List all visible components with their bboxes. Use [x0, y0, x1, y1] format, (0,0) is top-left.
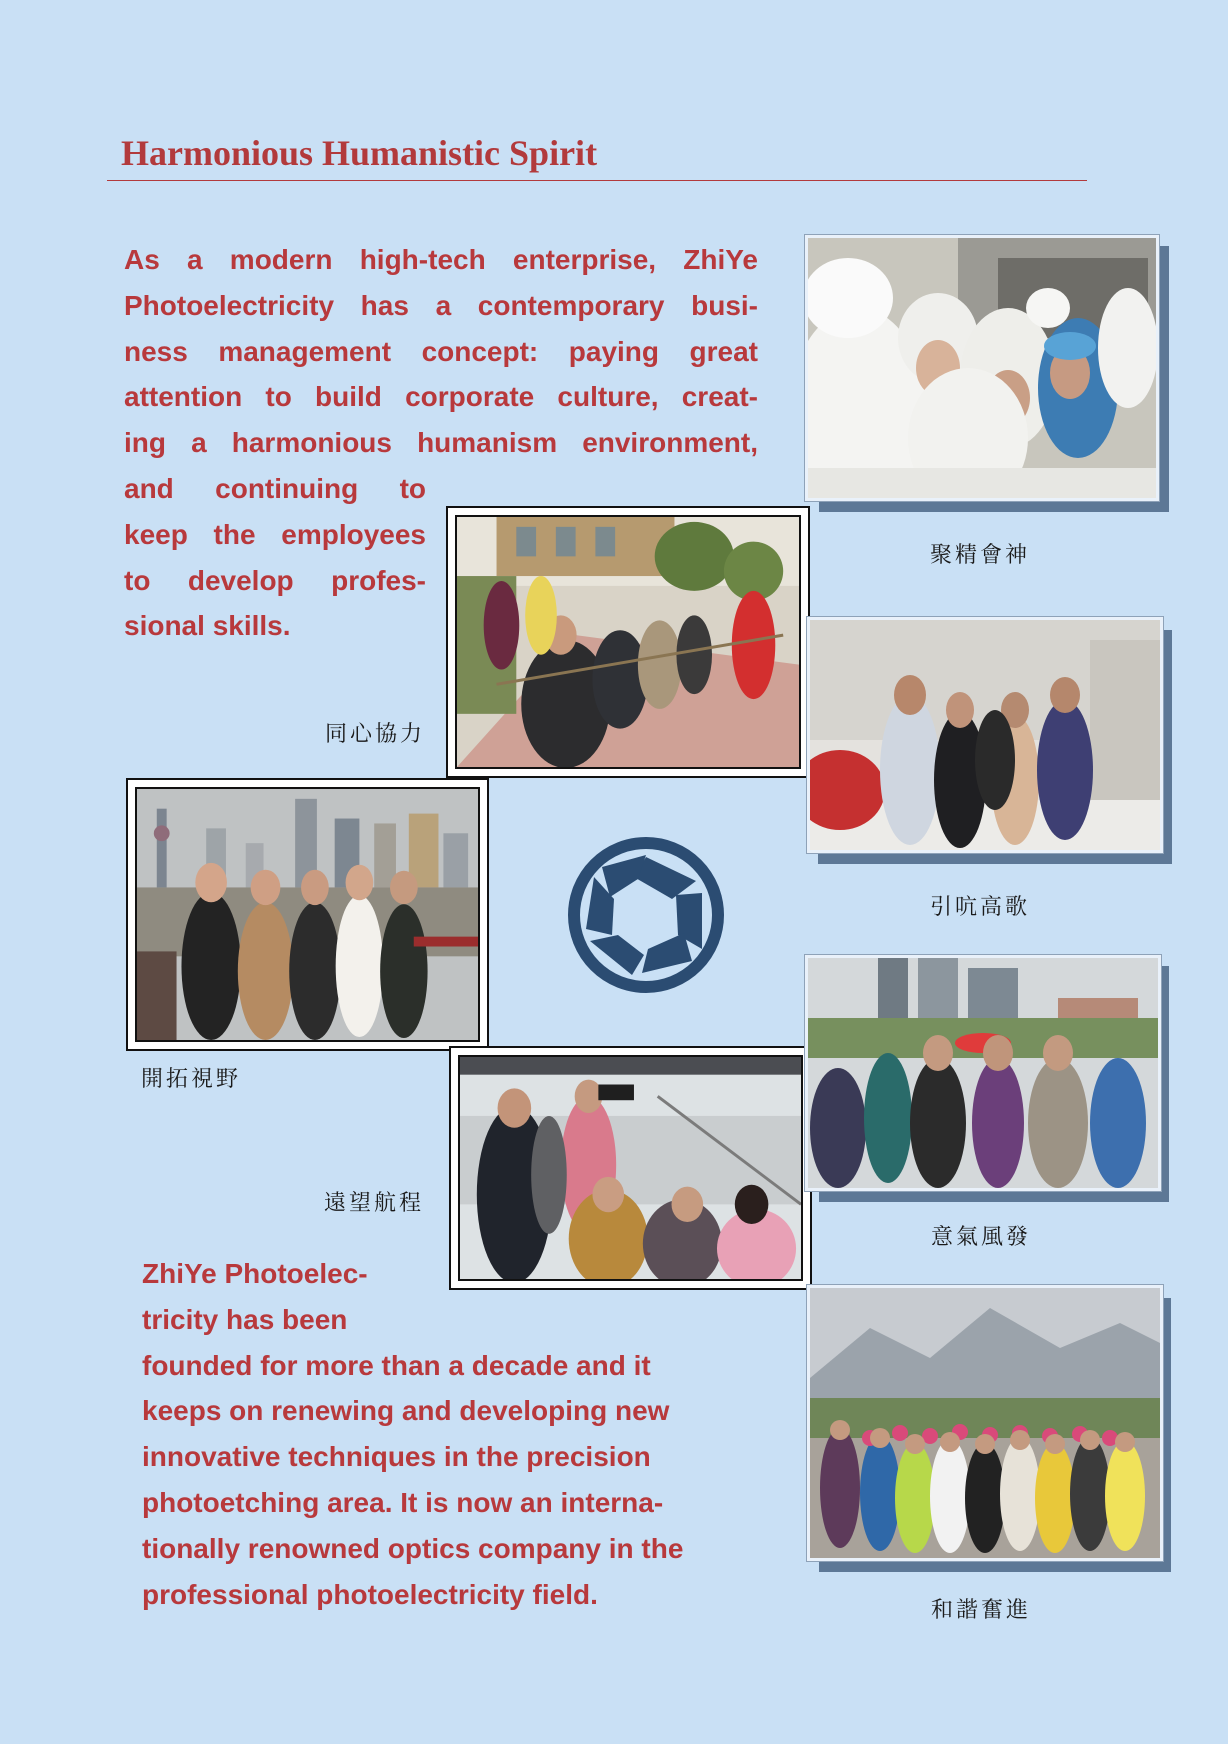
caption-harmony: 和諧奮進 [931, 1598, 1032, 1623]
closing-line: innovative techniques in the precision [142, 1441, 651, 1473]
closing-line: professional photoelectricity field. [142, 1578, 598, 1610]
photo-boat-trip [458, 1055, 803, 1281]
intro-line: and continuing to [124, 472, 426, 504]
photo-bund-skyline [135, 787, 480, 1042]
closing-line: tricity has been [142, 1303, 348, 1335]
intro-line: ness management concept: paying great [124, 335, 758, 367]
intro-line: Photoelectricity has a contemporary busi- [124, 289, 758, 321]
closing-line: ZhiYe Photoelec- [142, 1258, 368, 1289]
photo-tug-of-war [455, 515, 801, 769]
closing-line: founded for more than a decade and it [142, 1349, 651, 1381]
intro-line: ing a harmonious humanism environment, [124, 427, 758, 459]
photo-spirited-group [808, 958, 1158, 1188]
intro-line: As a modern high-tech enterprise, ZhiYe [124, 244, 758, 275]
intro-line: to develop profes- [124, 564, 426, 596]
photo-frame [449, 1046, 812, 1290]
photo-frame [126, 778, 489, 1051]
title-divider [107, 180, 1087, 181]
closing-line: keeps on renewing and developing new [142, 1395, 670, 1427]
photo-frame [446, 506, 810, 778]
caption-tug-of-war: 同心協力 [325, 722, 426, 747]
photo-lab-workers [808, 238, 1156, 498]
aperture-logo-icon [568, 837, 724, 993]
closing-paragraph [142, 1251, 762, 1617]
caption-voyage: 遠望航程 [324, 1191, 425, 1216]
photo-singing [810, 620, 1160, 850]
caption-singing: 引吭高歌 [930, 895, 1031, 920]
page-title: Harmonious Humanistic Spirit [121, 133, 598, 173]
caption-horizons: 開拓視野 [141, 1067, 242, 1092]
caption-focus: 聚精會神 [930, 543, 1031, 568]
intro-line: keep the employees [124, 518, 426, 550]
caption-spirited: 意氣風發 [931, 1225, 1032, 1250]
closing-line: tionally renowned optics company in the [142, 1532, 684, 1564]
closing-line: photoetching area. It is now an interna- [142, 1486, 664, 1518]
intro-line: sional skills. [124, 610, 291, 642]
intro-line: attention to build corporate culture, creat- [124, 381, 758, 413]
photo-harmony-group [810, 1288, 1160, 1558]
